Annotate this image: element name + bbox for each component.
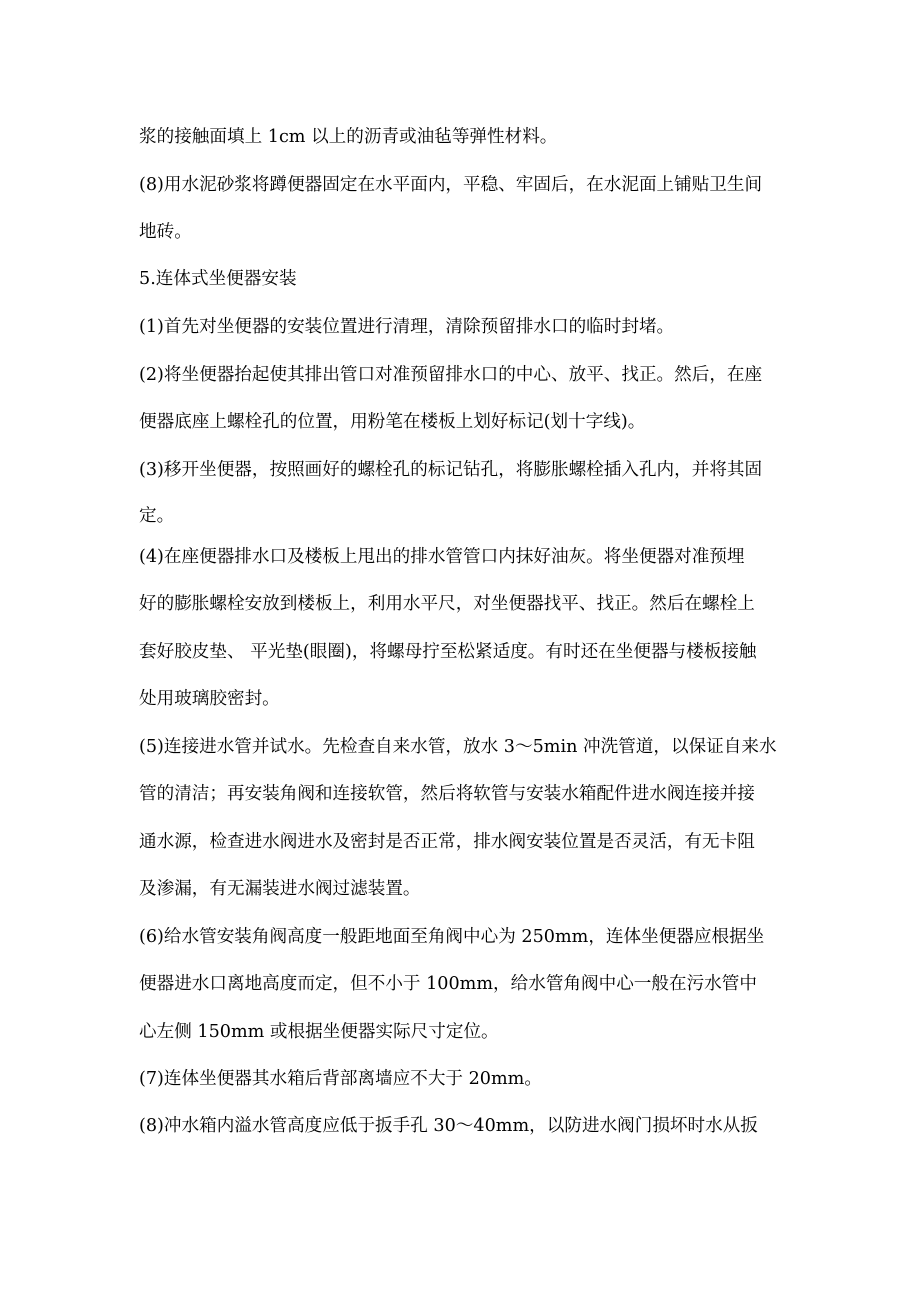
text-line: 地砖。 (139, 222, 192, 242)
text-line: (8)冲水箱内溢水管高度应低于扳手孔 30～40mm，以防进水阀门损坏时水从扳 (139, 1116, 758, 1136)
text-line: (7)连体坐便器其水箱后背部离墙应不大于 20mm。 (139, 1069, 542, 1089)
text-line: 处用玻璃胶密封。 (139, 689, 280, 709)
text-line: (1)首先对坐便器的安装位置进行清理，清除预留排水口的临时封堵。 (139, 317, 675, 337)
text-line: (3)移开坐便器，按照画好的螺栓孔的标记钻孔，将膨胀螺栓插入孔内，并将其固 (139, 460, 763, 480)
text-line: 好的膨胀螺栓安放到楼板上，利用水平尺，对坐便器找平、找正。然后在螺栓上 (139, 594, 755, 614)
text-line: (8)用水泥砂浆将蹲便器固定在水平面内，平稳、牢固后，在水泥面上铺贴卫生间 (139, 175, 763, 195)
text-line: 便器底座上螺栓孔的位置，用粉笔在楼板上划好标记(划十字线)。 (139, 412, 646, 432)
text-line: 套好胶皮垫、 平光垫(眼圈)，将螺母拧至松紧适度。有时还在坐便器与楼板接触 (139, 642, 757, 662)
text-line: 通水源，检查进水阀进水及密封是否正常，排水阀安装位置是否灵活，有无卡阻 (139, 832, 755, 852)
text-line: (4)在座便器排水口及楼板上甩出的排水管管口内抹好油灰。将坐便器对准预埋 (139, 547, 745, 567)
text-line: 浆的接触面填上 1cm 以上的沥青或油毡等弹性材料。 (139, 127, 558, 147)
text-line: (6)给水管安装角阀高度一般距地面至角阀中心为 250mm，连体坐便器应根据坐 (139, 927, 765, 947)
section-heading: 5.连体式坐便器安装 (139, 269, 297, 289)
text-line: 便器进水口离地高度而定，但不小于 100mm，给水管角阀中心一般在污水管中 (139, 974, 757, 994)
text-line: (2)将坐便器抬起使其排出管口对准预留排水口的中心、放平、找正。然后，在座 (139, 365, 763, 385)
text-line: (5)连接进水管并试水。先检查自来水管，放水 3～5min 冲洗管道，以保证自来水 (139, 737, 777, 757)
text-line: 及渗漏，有无漏装进水阀过滤装置。 (139, 879, 421, 899)
text-line: 定。 (139, 506, 175, 526)
text-line: 管的清洁；再安装角阀和连接软管，然后将软管与安装水箱配件进水阀连接并接 (139, 784, 755, 804)
text-line: 心左侧 150mm 或根据坐便器实际尺寸定位。 (139, 1022, 499, 1042)
